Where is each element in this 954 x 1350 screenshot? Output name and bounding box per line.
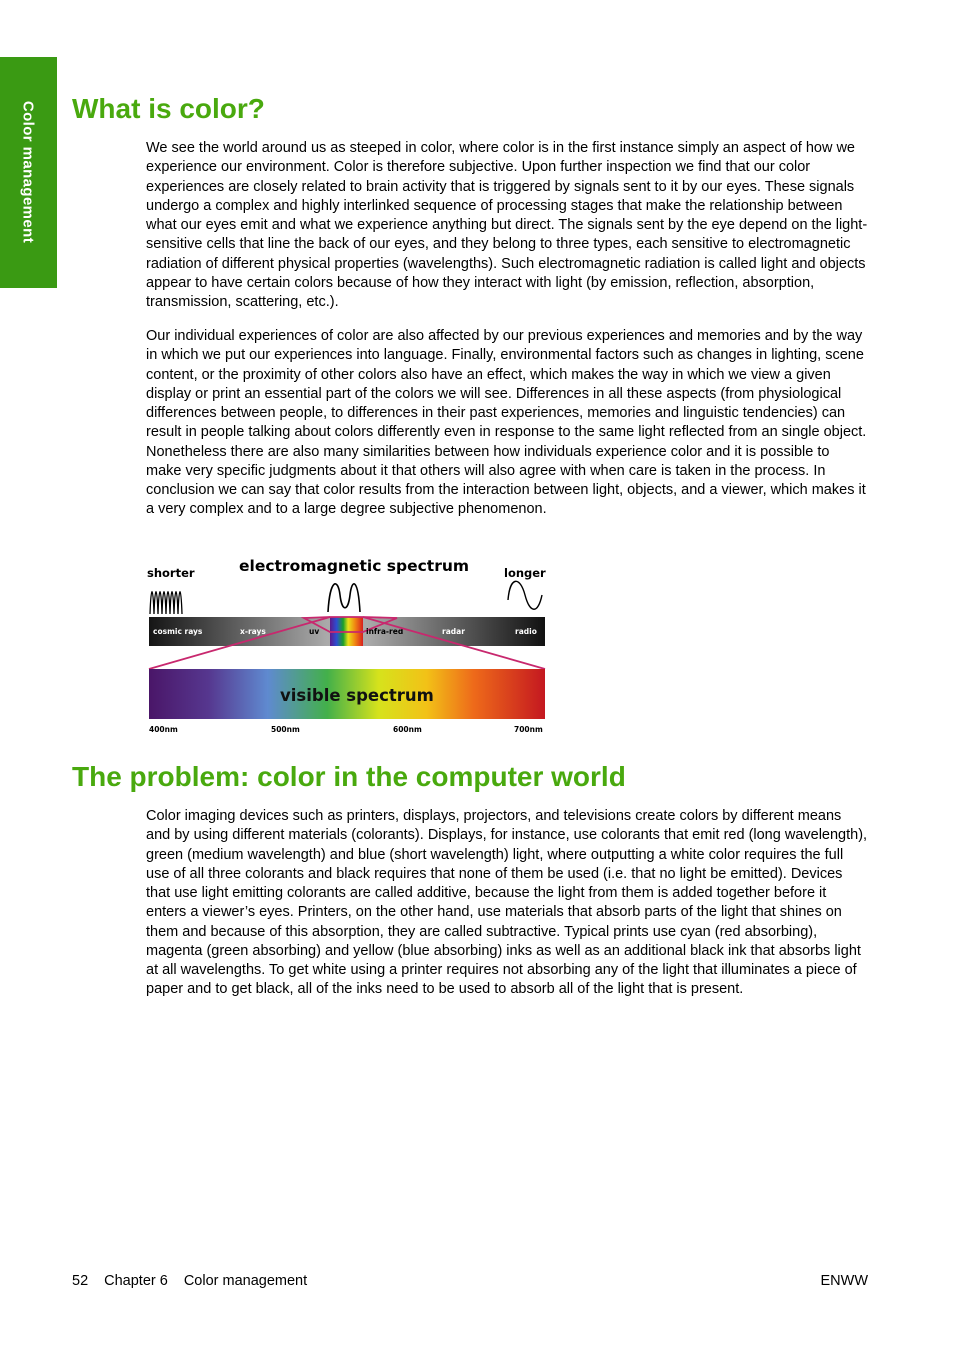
electromagnetic-spectrum-figure [144, 550, 548, 736]
band-label-uv: uv [309, 627, 320, 636]
band-label-radar: radar [442, 627, 465, 636]
chapter-title: Color management [183, 1273, 308, 1289]
paragraph: We see the world around us as steeped in color, where color is in the first instance simply an aspect of how we experience our environment. Color is therefore subjective. Upon further inspection we find that our color experiences are closely related to brain activity that is triggered by signals sent to it by our eyes. These signals undergo a complex and highly interlinked sequence of processing stages that make the relationship between what our eyes emit and what we experience anything but direct. The signals sent by the eye depend on the light-sensitive cells that line the back of our eyes, and they belong to three types, each sensitive to electromagnetic radiation of different physical properties (wavelengths). Such electromagnetic radiation is called light and objects appear to have certain colors because of how they interact with light (by emission, reflection, absorption, transmission, scattering, etc.). [146, 140, 868, 310]
page-number: 52 [72, 1273, 89, 1289]
visible-wave-icon [328, 584, 360, 612]
footer-right: ENWW [820, 1273, 868, 1289]
label-shorter: shorter [147, 566, 195, 580]
chapter-label: Chapter 6 [104, 1273, 168, 1289]
wavelength-700nm: 700nm [514, 725, 543, 734]
band-label-radio: radio [515, 627, 537, 636]
wavelength-500nm: 500nm [271, 725, 300, 734]
figure-title: electromagnetic spectrum [239, 557, 470, 575]
wavelength-400nm: 400nm [149, 725, 178, 734]
section-heading-what-is-color: What is color? [72, 93, 265, 124]
label-longer: longer [504, 566, 546, 580]
wavelength-600nm: 600nm [393, 725, 422, 734]
paragraph: Color imaging devices such as printers, displays, projectors, and televisions create colors by different means and by using different materials (colorants). Displays, for instance, use colorants that emit red (long wavelength), green (medium wavelength) and blue (short wavelength) light, where outputting a white color requires the full use of all three colorants and black requires that none of them be used (i.e. that no light be emitted). Devices that use light emitting colorants are called additive, because the light from them is added together before it enters a viewer’s eyes. Printers, on the other hand, use materials that absorb parts of the light that shines on them and because of this absorption, they are called subtractive. Typical prints use cyan (red absorbing), magenta (green absorbing) and yellow (blue absorbing) inks as well as an additional black ink that absorbs light at all wavelengths. To get white using a printer requires not absorbing any of the light that illuminates a piece of paper and to get black, all of the inks need to be used to absorb all of the light that is present. [146, 808, 868, 998]
long-wave-icon [508, 581, 542, 609]
visible-spectrum-label: visible spectrum [280, 686, 434, 705]
band-label-cosmic-rays: cosmic rays [153, 627, 203, 636]
side-tab-label: Color management [19, 100, 37, 244]
chapter-side-tab [0, 57, 57, 288]
short-wave-icon [150, 592, 182, 615]
band-label-x-rays: x-rays [240, 627, 266, 636]
section-heading-color-computer-world: The problem: color in the computer world [72, 761, 626, 792]
band-label-infra-red: infra-red [366, 627, 404, 636]
paragraph: Our individual experiences of color are also affected by our previous experiences and memories and by the way in which we put our experiences into language. Finally, environmental factors such as changes in lighting, scene content, or the proximity of other colors also have an effect, which makes the way in which we view a given display or print an essential part of the colors we will see. Differences in all these aspects (from physiological differences between people, to differences in their past experiences, memories and linguistic tendencies) can result in people talking about colors differently even in response to the same light reflected from an single object. Nonetheless there are also many similarities between how individuals experience color and it is possible to make very specific judgments about it that others will also agree with when care is taken in the process. In conclusion we can say that color results from the interaction between light, objects, and a viewer, which makes it a very complex and to a large degree subjective phenomenon. [146, 328, 867, 518]
footer-left [72, 1272, 307, 1290]
